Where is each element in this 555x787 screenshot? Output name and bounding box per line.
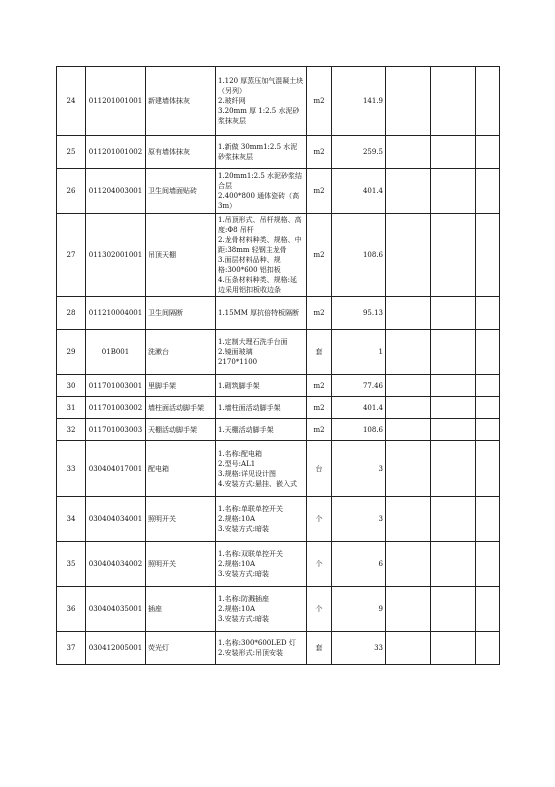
item-description-cell: 1.新做 30mm1:2.5 水泥砂浆抹灰层 — [216, 136, 307, 169]
table-row — [57, 214, 500, 297]
item-description-cell: 1.吊顶形式、吊杆规格、高度:Φ8 吊杆 2.龙骨材料种类、规格、中距:38mm 轻钢主龙骨 3.面层材料品种、规格:300*600 铝扣板 4.压条材料种类、规格:延边采用铝扣板收边条 — [216, 214, 307, 297]
row-number-cell: 36 — [57, 587, 86, 632]
empty-cell — [431, 214, 476, 297]
unit-cell: 台 — [307, 441, 332, 497]
quantity-cell: 259.5 — [332, 136, 386, 169]
item-description-cell: 1.砌筑脚手架 — [216, 375, 307, 397]
empty-cell — [386, 441, 431, 497]
unit-cell: 套 — [307, 632, 332, 665]
empty-cell — [431, 441, 476, 497]
table-row — [57, 419, 500, 441]
quantity-cell: 3 — [332, 441, 386, 497]
quantity-cell: 77.46 — [332, 375, 386, 397]
empty-cell — [431, 330, 476, 375]
empty-cell — [476, 441, 500, 497]
unit-cell: m2 — [307, 136, 332, 169]
item-name-cell: 洗漱台 — [146, 330, 216, 375]
empty-cell — [386, 214, 431, 297]
item-name-cell: 新建墙体抹灰 — [146, 67, 216, 136]
unit-cell: m2 — [307, 297, 332, 330]
quantity-cell: 108.6 — [332, 214, 386, 297]
empty-cell — [386, 330, 431, 375]
row-number-cell: 33 — [57, 441, 86, 497]
quantity-cell: 401.4 — [332, 397, 386, 419]
item-code-cell: 011201001001 — [86, 67, 146, 136]
item-code-cell: 030412005001 — [86, 632, 146, 665]
item-name-cell: 天棚活动脚手架 — [146, 419, 216, 441]
table-body — [57, 67, 500, 665]
item-description-cell: 1.名称:防溅插座 2.规格:10A 3.安装方式:暗装 — [216, 587, 307, 632]
empty-cell — [431, 397, 476, 419]
row-number-cell: 28 — [57, 297, 86, 330]
item-code-cell: 01B001 — [86, 330, 146, 375]
item-description-cell: 1.名称:300*600LED 灯 2.安装形式:吊顶安装 — [216, 632, 307, 665]
row-number-cell: 29 — [57, 330, 86, 375]
item-name-cell: 照明开关 — [146, 542, 216, 587]
empty-cell — [476, 587, 500, 632]
item-description-cell: 1.20mm1:2.5 水泥砂浆结合层 2.400*800 通体瓷砖（高 3m） — [216, 169, 307, 214]
item-code-cell: 011701003001 — [86, 375, 146, 397]
empty-cell — [386, 297, 431, 330]
item-description-cell: 1.天棚活动脚手架 — [216, 419, 307, 441]
row-number-cell: 24 — [57, 67, 86, 136]
item-name-cell: 卫生间隔断 — [146, 297, 216, 330]
item-description-cell: 1.墙柱面活动脚手架 — [216, 397, 307, 419]
quantity-cell: 33 — [332, 632, 386, 665]
empty-cell — [431, 497, 476, 542]
item-description-cell: 1.名称:单联单控开关 2.规格:10A 3.安装方式:暗装 — [216, 497, 307, 542]
empty-cell — [476, 330, 500, 375]
unit-cell: m2 — [307, 397, 332, 419]
item-name-cell: 原有墙体抹灰 — [146, 136, 216, 169]
empty-cell — [386, 542, 431, 587]
item-code-cell: 030404017001 — [86, 441, 146, 497]
item-description-cell: 1.名称:配电箱 2.型号:AL1 3.规格:详见设计图 4.安装方式:悬挂、嵌入式 — [216, 441, 307, 497]
row-number-cell: 32 — [57, 419, 86, 441]
unit-cell: 套 — [307, 330, 332, 375]
empty-cell — [431, 67, 476, 136]
table-row — [57, 169, 500, 214]
empty-cell — [476, 136, 500, 169]
item-code-cell: 030404035001 — [86, 587, 146, 632]
empty-cell — [431, 375, 476, 397]
bill-of-quantities-table — [56, 66, 500, 665]
item-description-cell: 1.名称:双联单控开关 2.规格:10A 3.安装方式:暗装 — [216, 542, 307, 587]
row-number-cell: 35 — [57, 542, 86, 587]
item-description-cell: 1.定制大理石洗手台面 2.镜面玻璃 2170*1100 — [216, 330, 307, 375]
item-code-cell: 011701003002 — [86, 397, 146, 419]
row-number-cell: 26 — [57, 169, 86, 214]
empty-cell — [476, 632, 500, 665]
quantity-cell: 401.4 — [332, 169, 386, 214]
item-name-cell: 卫生间墙面贴砖 — [146, 169, 216, 214]
empty-cell — [476, 214, 500, 297]
empty-cell — [431, 169, 476, 214]
item-description-cell: 1.120 厚蒸压加气混凝土块（另列） 2.玻纤网 3.20mm 厚 1:2.5 水泥砂浆抹灰层 — [216, 67, 307, 136]
empty-cell — [386, 375, 431, 397]
table-row — [57, 136, 500, 169]
empty-cell — [476, 375, 500, 397]
empty-cell — [431, 587, 476, 632]
item-name-cell: 吊顶天棚 — [146, 214, 216, 297]
table-row — [57, 297, 500, 330]
item-code-cell: 011204003001 — [86, 169, 146, 214]
item-name-cell: 配电箱 — [146, 441, 216, 497]
item-code-cell: 030404034002 — [86, 542, 146, 587]
item-description-cell: 1.15MM 厚抗倍特板隔断 — [216, 297, 307, 330]
row-number-cell: 31 — [57, 397, 86, 419]
item-code-cell: 011701003003 — [86, 419, 146, 441]
unit-cell: 个 — [307, 542, 332, 587]
empty-cell — [431, 297, 476, 330]
quantity-cell: 1 — [332, 330, 386, 375]
unit-cell: m2 — [307, 169, 332, 214]
empty-cell — [386, 587, 431, 632]
unit-cell: m2 — [307, 419, 332, 441]
item-code-cell: 011201001002 — [86, 136, 146, 169]
unit-cell: 个 — [307, 587, 332, 632]
quantity-cell: 9 — [332, 587, 386, 632]
unit-cell: 个 — [307, 497, 332, 542]
empty-cell — [386, 67, 431, 136]
table-row — [57, 587, 500, 632]
unit-cell: m2 — [307, 214, 332, 297]
empty-cell — [476, 169, 500, 214]
item-name-cell: 插座 — [146, 587, 216, 632]
item-name-cell: 荧光灯 — [146, 632, 216, 665]
quantity-cell: 3 — [332, 497, 386, 542]
empty-cell — [386, 419, 431, 441]
empty-cell — [476, 497, 500, 542]
empty-cell — [386, 169, 431, 214]
item-name-cell: 里脚手架 — [146, 375, 216, 397]
unit-cell: m2 — [307, 375, 332, 397]
empty-cell — [431, 419, 476, 441]
table-row — [57, 542, 500, 587]
empty-cell — [431, 542, 476, 587]
item-code-cell: 011210004001 — [86, 297, 146, 330]
row-number-cell: 30 — [57, 375, 86, 397]
empty-cell — [476, 67, 500, 136]
empty-cell — [476, 397, 500, 419]
table-row — [57, 397, 500, 419]
quantity-cell: 108.6 — [332, 419, 386, 441]
quantity-cell: 141.9 — [332, 67, 386, 136]
empty-cell — [386, 632, 431, 665]
table-row — [57, 632, 500, 665]
row-number-cell: 34 — [57, 497, 86, 542]
quantity-cell: 6 — [332, 542, 386, 587]
item-name-cell: 墙柱面活动脚手架 — [146, 397, 216, 419]
row-number-cell: 27 — [57, 214, 86, 297]
item-code-cell: 011302001001 — [86, 214, 146, 297]
row-number-cell: 25 — [57, 136, 86, 169]
empty-cell — [476, 297, 500, 330]
table-row — [57, 67, 500, 136]
unit-cell: m2 — [307, 67, 332, 136]
item-name-cell: 照明开关 — [146, 497, 216, 542]
empty-cell — [431, 632, 476, 665]
empty-cell — [476, 419, 500, 441]
empty-cell — [386, 497, 431, 542]
row-number-cell: 37 — [57, 632, 86, 665]
table-row — [57, 441, 500, 497]
empty-cell — [386, 136, 431, 169]
empty-cell — [476, 542, 500, 587]
empty-cell — [386, 397, 431, 419]
table-row — [57, 330, 500, 375]
empty-cell — [431, 136, 476, 169]
item-code-cell: 030404034001 — [86, 497, 146, 542]
quantity-cell: 95.13 — [332, 297, 386, 330]
table-row — [57, 375, 500, 397]
table-row — [57, 497, 500, 542]
